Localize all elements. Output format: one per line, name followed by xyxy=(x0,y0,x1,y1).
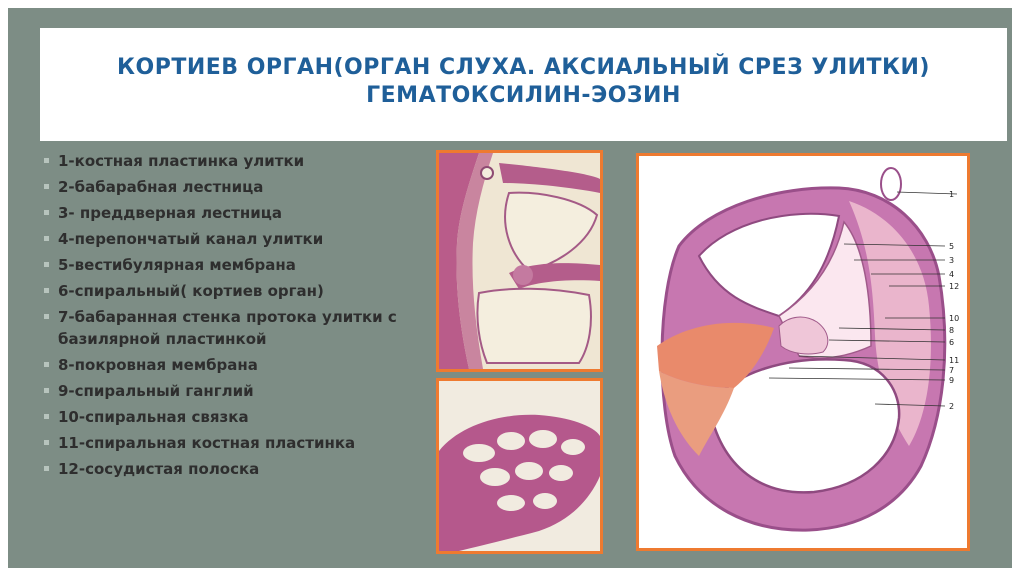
legend-item: 6-спиральный( кортиев орган) xyxy=(44,280,404,302)
legend-item: 7-бабаранная стенка протока улитки с базилярной пластинкой xyxy=(44,306,404,350)
diagram-label: 12 xyxy=(949,282,960,291)
micrograph-bottom-drawing xyxy=(439,381,600,551)
legend-list xyxy=(44,150,404,484)
title-box xyxy=(40,28,1007,141)
cochlear-duct-diagram xyxy=(636,153,970,551)
diagram-label: 1 xyxy=(949,190,955,199)
diagram-label: 4 xyxy=(949,270,955,279)
legend-item: 8-покровная мембрана xyxy=(44,354,404,376)
legend-item: 2-бабарабная лестница xyxy=(44,176,404,198)
diagram-label: 9 xyxy=(949,376,955,385)
diagram-label: 7 xyxy=(949,366,955,375)
legend-item: 10-спиральная связка xyxy=(44,406,404,428)
diagram-label: 11 xyxy=(949,356,960,365)
legend-item: 4-перепончатый канал улитки xyxy=(44,228,404,250)
diagram-label: 3 xyxy=(949,256,955,265)
diagram-label: 5 xyxy=(949,242,955,251)
legend-item: 12-сосудистая полоска xyxy=(44,458,404,480)
title-line-1: КОРТИЕВ ОРГАН(ОРГАН СЛУХА. АКСИАЛЬНЫЙ СРЕЗ УЛИТКИ) xyxy=(117,55,930,80)
micrograph-bottom xyxy=(436,378,603,554)
legend-item: 3- преддверная лестница xyxy=(44,202,404,224)
diagram-label: 8 xyxy=(949,326,955,335)
micrograph-top-drawing xyxy=(439,153,600,369)
slide-title xyxy=(60,54,987,110)
title-line-2: ГЕМАТОКСИЛИН-ЭОЗИН xyxy=(366,83,681,108)
legend-item: 1-костная пластинка улитки xyxy=(44,150,404,172)
legend-item: 11-спиральная костная пластинка xyxy=(44,432,404,454)
diagram-drawing xyxy=(639,156,967,548)
diagram-label: 6 xyxy=(949,338,955,347)
legend-item: 9-спиральный ганглий xyxy=(44,380,404,402)
micrograph-top xyxy=(436,150,603,372)
diagram-label: 2 xyxy=(949,402,955,411)
legend-item: 5-вестибулярная мембрана xyxy=(44,254,404,276)
diagram-label: 10 xyxy=(949,314,960,323)
